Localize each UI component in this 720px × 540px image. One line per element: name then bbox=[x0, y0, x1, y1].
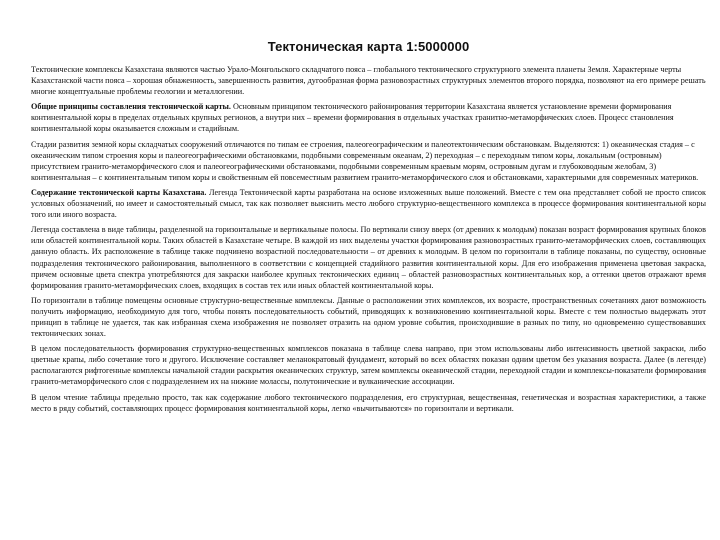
paragraph-text: Легенда составлена в виде таблицы, разделенной на горизонтальные и вертикальные полосы. По вертикали снизу вверх (от древних к молодым) показан возраст формирования крупных блоков или областей континентальной коры. Таких областей в Казахстане четыре. В каждой из них выделены участки формирования разновозрастных гранито-метаморфических слоев, составляющих данную область. Их расположение в таблице также подчинено возрастной последовательности – от древних к молодым. В целом по горизонтали в таблице показаны, по существу, основные подразделения тектонического районирования, выполненного в соответствии с концепцией стадийного развития континентальной коры. Для его изображения применена цветовая закраска, причем основные цвета спектра употребляются для закраски наиболее крупных тектонических единиц – областей разновозрастных континентальных кор, а оттенки цветов отражают время формирования гранито-метаморфических слоев, входящих в состав тех или иных областей континентальной коры. bbox=[31, 225, 706, 290]
paragraph-text: В целом чтение таблицы предельно просто, так как содержание любого тектонического подразделения, его структурная, вещественная, генетическая и возрастная характеристики, а также место в ряду событий, составляющих процесс формирования континентальной коры, легко «вычитываются» по горизонтали и вертикали. bbox=[31, 392, 706, 413]
paragraph-stages bbox=[31, 139, 706, 183]
paragraph-lead: Общие принципы составления тектонической карты. bbox=[31, 102, 231, 112]
document-body bbox=[31, 64, 706, 414]
page-title: Тектоническая карта 1:5000000 bbox=[267, 39, 470, 54]
paragraph-principles bbox=[31, 101, 706, 134]
paragraph-content bbox=[31, 187, 706, 220]
paragraph-horizontal bbox=[31, 295, 706, 339]
paragraph-text: По горизонтали в таблице помещены основные структурно-вещественные комплексы. Данные о расположении этих комплексов, их возрасте, пространственных сочетаниях дают возможность получить информацию, необходимую для того, чтобы понять последовательность событий, приводящих к возникновению континентальной коры. Вместе с тем полностью выдержать этот принцип в таблице не удается, так как избранная схема изображения не позволяет отразить на одном уровне события, происходившие в разных по типу, но одновременно существовавших тектонических зонах. bbox=[31, 295, 706, 339]
paragraph-intro bbox=[31, 64, 706, 97]
paragraph-text: Легенда Тектонической карты разработана на основе изложенных выше положений. Вместе с тем она представляет собой не просто список условных обозначений, но имеет и самостоятельный смысл, так как позволяет выяснить место любого структурно-вещественного комплекса в процессе формирования континентальной коры того или иного возраста. bbox=[31, 187, 707, 220]
paragraph-text: В целом последовательность формирования структурно-вещественных комплексов показана в таблице слева направо, при этом использованы либо интенсивность цветной закраски, либо цветные крапы, либо сочетание того и другого. Исключение составляет меланократовый фундамент, который во всех областях показан одним цветом без указания возраста. Далее (в легенде) располагаются рифтогенные комплексы начальной стадии раскрытия океанических структур, затем комплексы океанической стадии, переходной стадии и комплексы-показатели формирования гранито-метаморфического слоя с подразделением их на нижние молассы, полутонические и вулканические ассоциации. bbox=[31, 344, 706, 387]
paragraph-text: Тектонические комплексы Казахстана являются частью Урало-Монгольского складчатого пояса – глобального тектонического структурного элемента планеты Земля. Характерные черты Казахстанской части пояса – хорошая обнаженность, завершенность развития, дугообразная форма разновозрастных структурных элементов второго порядка, позволяют на его примере решать многие концептуальные проблемы геологии и металлогении. bbox=[31, 65, 706, 97]
paragraph-lead: Содержание тектонической карты Казахстана. bbox=[31, 187, 207, 197]
paragraph-legend bbox=[31, 224, 706, 291]
paragraph-text: Стадии развития земной коры складчатых сооружений отличаются по типам ее строения, палеогеографическим и палеотектоническим обстановкам. Выделяются: 1) океаническая стадия – с океаническим типом строения коры и палеогеографическими обстановками, подобными современным океанам, 2) переходная – с переходным типом коры, локальным (островным) присутствием гранито-метаморфического слоя и палеогеографическими обстановками, подобными современным краевым морям, островным дугам и глубоководным желобам, 3) континентальная – с континентальным типом коры и свойственным ей повсеместным развитием гранито-метаморфического слоя и обстановками, характерными для современных материков. bbox=[31, 139, 699, 182]
paragraph-sequence bbox=[31, 343, 706, 387]
paragraph-reading bbox=[31, 392, 706, 414]
paragraph-text: Основным принципом тектонического районирования территории Казахстана является установление времени формирования континентальной коры в пределах отдельных крупных регионов, а внутри них – времени формирования в отдельных участках гранитно-метаморфических слоев. Процесс становления континентальной коры оказывается сложным и стадийным. bbox=[31, 102, 674, 134]
